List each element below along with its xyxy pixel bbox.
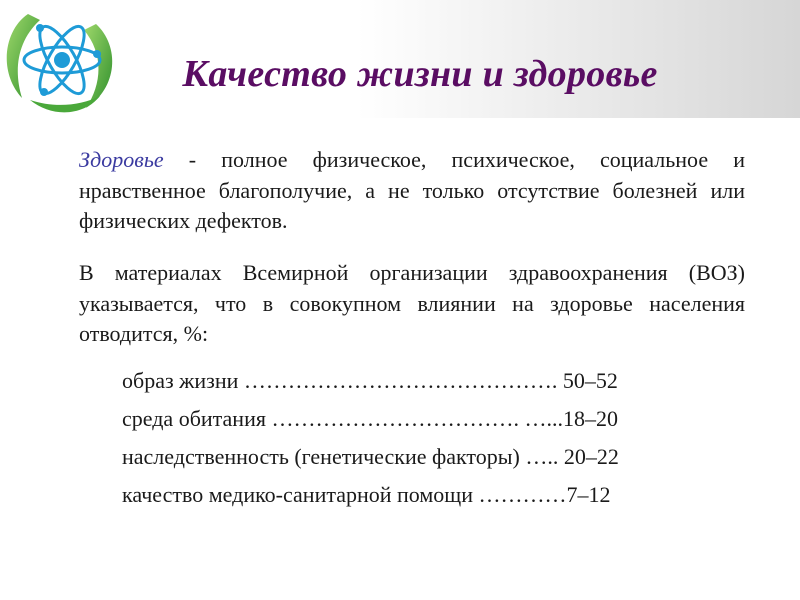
definition-text: - полное физическое, психическое, социальное и нравственное благополучие, а не только отсутствие болезней или физических дефектов. — [79, 147, 745, 233]
health-factors-list — [122, 366, 742, 518]
slide-title: Качество жизни и здоровье — [182, 53, 658, 95]
definition-term: Здоровье — [79, 147, 164, 172]
list-item: образ жизни ……………………………………. 50–52 — [122, 368, 618, 393]
list-item: качество медико-санитарной помощи …………7–12 — [122, 482, 611, 507]
list-item: наследственность (генетические факторы) ….. 20–22 — [122, 444, 619, 469]
who-intro-paragraph: В материалах Всемирной организации здравоохранения (ВОЗ) указывается, что в совокупном влиянии на здоровье населения отводится, %: — [79, 260, 745, 346]
list-item: среда обитания ……………………………. …...18–20 — [122, 406, 618, 431]
definition-paragraph — [79, 145, 745, 237]
